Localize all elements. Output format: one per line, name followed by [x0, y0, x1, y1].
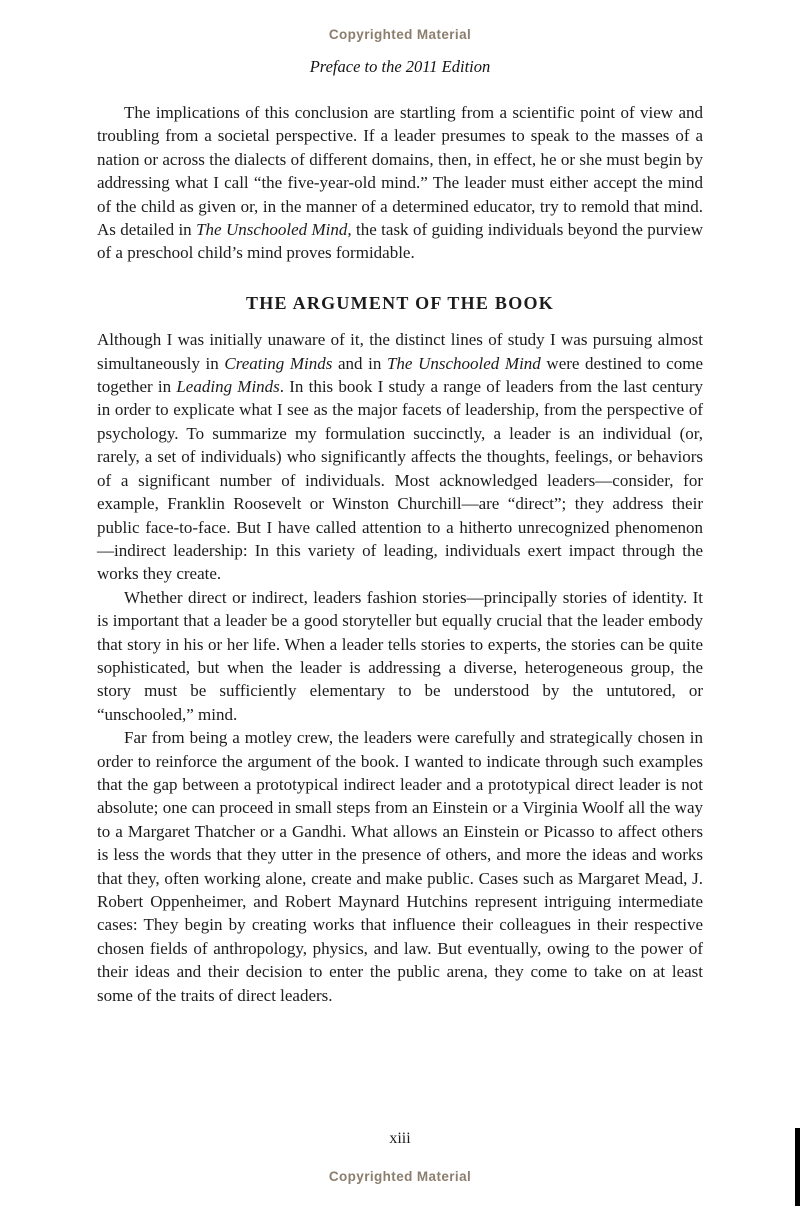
section-heading: THE ARGUMENT OF THE BOOK [246, 292, 554, 313]
paragraph [97, 586, 703, 726]
top-watermark: Copyrighted Material [328, 27, 472, 42]
book-title: The Unschooled Mind [386, 353, 541, 373]
text-run: the task of guiding individuals beyond the purview of a preschool child’s mind proves formidable. [97, 220, 704, 263]
text-run: . In this book I study a range of leaders from the last century in order to explicate what I see as the major facets of leadership, from the perspective of psychology. To summarize my formulation succinctly, a leader is an individual (or, rarely, a set of individuals) who significantly affects the thoughts, feelings, or behaviors of a significant number of individuals. Most acknowledged leaders—consider, for example, Franklin Roosevelt or Winston Churchill—are “direct”; they address their public face-to-face. But I have called attention to a hitherto unrecognized phenomenon—indirect leadership: In this variety of leading, individuals exert impact through the works they create. [97, 377, 703, 584]
running-header: Preface to the 2011 Edition [309, 57, 491, 76]
bottom-watermark: Copyrighted Material [328, 1169, 472, 1184]
text-run: Whether direct or indirect, leaders fashion stories—principally stories of identity. It is important that a leader be a good storyteller but equally crucial that the leader embody that story in his or her life. When a leader tells stories to experts, the stories can be quite sophisticated, but when the leader is addressing a diverse, heterogeneous group, the story must be sufficiently elementary to be understood by the untutored, or “unschooled,” mind. [97, 587, 703, 724]
text-run: Although I was initially unaware of it, the distinct lines of study I was pursuing almost simultaneously in [97, 330, 703, 373]
page-number: xiii [389, 1130, 411, 1147]
book-title: Leading Minds [176, 377, 280, 397]
paragraph [97, 328, 703, 585]
paragraph [97, 726, 703, 1007]
paragraph [97, 101, 703, 265]
scan-artifact [795, 1128, 800, 1206]
text-run: Far from being a motley crew, the leaders were carefully and strategically chosen in order to reinforce the argument of the book. I wanted to indicate through such examples that the gap between a prototypical indirect leader and a prototypical direct leader is not absolute; one can proceed in small steps from an Einstein or a Virginia Woolf all the way to a Margaret Thatcher or a Gandhi. What allows an Einstein or Picasso to affect others is less the words that they utter in the presence of others, and more the ideas and works that they, often working alone, create and make public. Cases such as Margaret Mead, J. Robert Oppenheimer, and Robert Maynard Hutchins represent intriguing intermediate cases: They begin by creating works that influence their colleagues in their respective chosen fields of anthropology, physics, and law. But eventually, owing to the power of their ideas and their decision to enter the public arena, they come to take on at least some of the traits of direct leaders. [97, 728, 703, 1005]
book-title: The Unschooled Mind, [196, 220, 352, 240]
book-title: Creating Minds [224, 353, 333, 373]
text-run: and in [332, 353, 387, 373]
body-blocks [97, 101, 703, 1007]
text-run: The implications of this conclusion are startling from a scientific point of view and troubling from a societal perspective. If a leader presumes to speak to the masses of a nation or across the dialects of different domains, then, in effect, he or she must begin by addressing what I call “the five-year-old mind.” The leader must either accept the mind of the child as given or, in the manner of a determined educator, try to remold that mind. As detailed in [97, 103, 703, 240]
text-run: were destined to come together in [97, 353, 703, 397]
